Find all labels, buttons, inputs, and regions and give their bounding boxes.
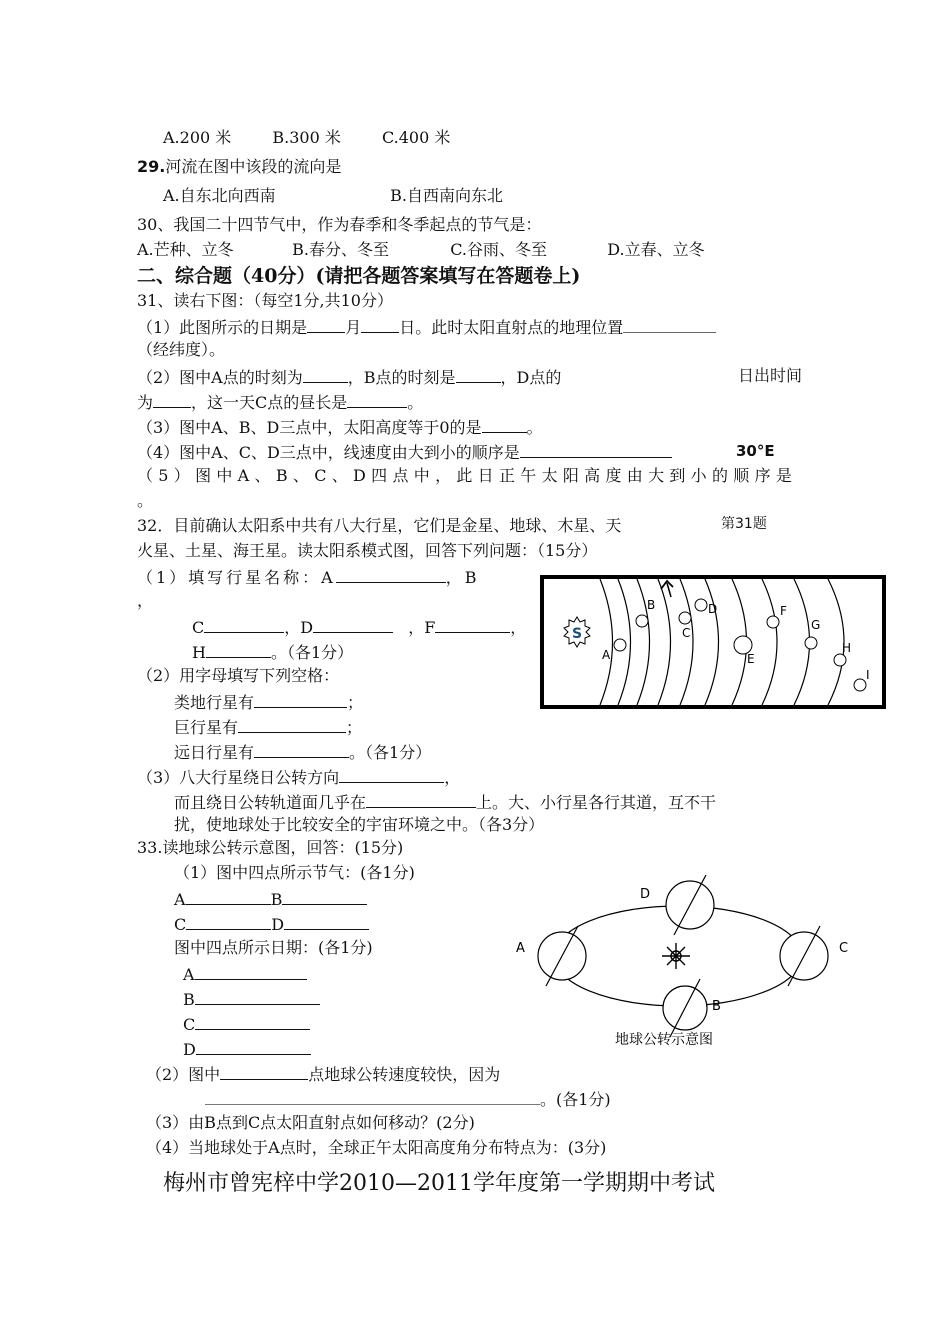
sun-icon-orbit [662, 943, 690, 969]
q33-dates-intro: 图中四点所示日期：(各1分) [174, 938, 373, 957]
orbit-label-b: B [712, 999, 721, 1014]
q29-option-b: B.自西南向东北 [390, 186, 503, 205]
q31-p4-text: （4）图中A、C、D三点中，线速度由大到小的顺序是 [137, 443, 520, 462]
q32-terrestrial-blank[interactable] [254, 691, 347, 708]
q31-b-time-blank[interactable] [456, 366, 501, 383]
q33-date-d [183, 1038, 311, 1060]
q31-speed-blank[interactable] [520, 441, 672, 458]
q31-p2-text: （2）图中A点的时刻为 [137, 368, 303, 387]
q33-part1: （1）图中四点所示节气：(各1分) [174, 863, 415, 882]
q32-intro-line2: 火星、土星、海王星。读太阳系模式图，回答下列问题：（15分） [137, 541, 598, 560]
q32-intro-line1: 32．目前确认太阳系中共有八大行星，它们是金星、地球、木星、天 [137, 516, 622, 535]
q31-part5: （5）图中A、B、C、D四点中，此日正午太阳高度由大到小的顺序是 [137, 466, 798, 485]
q33-reason-blank[interactable] [205, 1088, 540, 1105]
q31-longitude-label: 30°E [736, 442, 775, 460]
q33-part2 [146, 1063, 500, 1085]
q32-part1-cdf [192, 616, 526, 638]
q31-position-blank[interactable] [623, 316, 716, 333]
q28-option-c: C.400 米 [381, 128, 451, 147]
q32-far-label: 远日行星有 [174, 743, 255, 762]
q28-option-a: A.200 米 [163, 128, 232, 147]
sun-icon [564, 617, 590, 647]
planet-label-g: G [811, 618, 821, 632]
q32-giant-label: 巨行星有 [174, 718, 239, 737]
q33-date-b [183, 988, 320, 1010]
planet-g [805, 637, 817, 649]
planet-h [834, 654, 846, 666]
q33-part3: （3）由B点到C点太阳直射点如何移动？(2分) [146, 1113, 475, 1132]
q32-part1-comma: ， [137, 591, 154, 610]
q31-p3-end: 。 [526, 418, 543, 437]
section-2-heading: 二、综合题（40分）(请把各题答案填写在答题卷上) [137, 265, 581, 287]
planet-markers [614, 599, 866, 691]
q31-part4 [137, 441, 672, 463]
planet-label-f: F [780, 604, 787, 618]
planet-f [767, 616, 779, 628]
q33-part4: （4）当地球处于A点时，全球正午太阳高度角分布特点为：(3分) [146, 1138, 607, 1157]
q32-plane-blank[interactable] [366, 791, 476, 808]
orbit-caption: 地球公转示意图 [615, 1032, 713, 1048]
q32-p1-end: 。（各1分） [270, 643, 354, 662]
q32-c-blank[interactable] [204, 616, 284, 633]
q32-far [174, 741, 431, 763]
planet-c [679, 612, 691, 624]
q32-p1-text: （1）填写行星名称：A [137, 568, 336, 587]
q31-intro: 31、读右下图：（每空1分,共10分） [137, 291, 393, 310]
planet-i [854, 679, 866, 691]
q31-part5-end: 。 [137, 491, 154, 510]
q30-option-d: D.立春、立冬 [607, 240, 705, 259]
q33-date-b-label: B [183, 990, 195, 1009]
q33-date-a-blank[interactable] [195, 963, 307, 980]
q30-option-c: C.谷雨、冬至 [450, 240, 547, 259]
q30-options [137, 240, 705, 260]
q32-terrestrial [174, 691, 363, 713]
solar-system-diagram [540, 575, 886, 709]
q29-text: 河流在图中该段的流向是 [165, 157, 342, 176]
q33-term-c-blank[interactable] [186, 913, 271, 930]
q32-f-blank[interactable] [435, 616, 510, 633]
planet-label-h: H [842, 641, 852, 655]
q33-terms-ab [174, 888, 367, 910]
q31-p2-end: 。 [407, 393, 424, 412]
q32-direction-blank[interactable] [339, 766, 444, 783]
q33-date-a [183, 963, 307, 985]
q32-d-label: ，D [284, 618, 314, 637]
q33-term-b-blank[interactable] [282, 888, 367, 905]
q32-part3-end: 扰，使地球处于比较安全的宇宙环境之中。（各3分） [174, 815, 545, 834]
q31-daylength-blank[interactable] [347, 391, 407, 408]
q33-date-d-blank[interactable] [196, 1038, 311, 1055]
planet-label-i: I [866, 668, 870, 682]
sun-label: S [571, 626, 583, 642]
planet-label-d: D [708, 602, 718, 616]
q32-terrestrial-semi: ； [347, 693, 364, 712]
q32-h-blank[interactable] [206, 641, 271, 658]
q31-p2-b: ，B点的时刻是 [347, 368, 456, 387]
q31-p3-de: 的是 [449, 418, 482, 437]
q33-p2-text: （2）图中 [146, 1065, 221, 1084]
q29-option-a: A.自东北向西南 [163, 186, 276, 205]
q31-p1-text: （1）此图所示的日期是 [137, 318, 308, 337]
q32-p3-comma: ， [444, 768, 461, 787]
q32-p3-text: （3）八大行星绕日公转方向 [137, 768, 340, 787]
q32-giant-blank[interactable] [238, 716, 346, 733]
q31-day-blank[interactable] [361, 316, 399, 333]
q33-term-d-blank[interactable] [284, 913, 369, 930]
planet-b [636, 615, 648, 627]
q32-giant-semi: ； [346, 718, 363, 737]
planet-label-c: C [682, 626, 691, 640]
q31-p1-month: 月 [345, 318, 362, 337]
q29-number: 29. [137, 157, 166, 176]
q33-intro: 33.读地球公转示意图，回答：(15分) [137, 838, 404, 857]
q30-option-a: A.芒种、立冬 [137, 240, 234, 259]
q31-month-blank[interactable] [307, 316, 345, 333]
q31-p3-text [137, 418, 450, 437]
q32-terrestrial-label: 类地行星有 [174, 693, 255, 712]
q31-p2-daylength: ，这一天C点的昼长是 [191, 393, 348, 412]
planet-label-e: E [747, 652, 755, 666]
q31-p1-position: 日。此时太阳直射点的地理位置 [399, 318, 624, 337]
orbit-label-c: C [839, 941, 849, 956]
q32-giant [174, 716, 362, 738]
q33-faster-point-blank[interactable] [220, 1063, 308, 1080]
q31-p3-prefix: （3）图中A、B、D三点中，太阳高度等于0 [137, 418, 450, 437]
q33-term-a-label: A [174, 890, 186, 909]
q33-term-c-label: C [174, 915, 187, 934]
planet-label-a: A [602, 648, 611, 662]
q32-part3-plane [174, 791, 716, 813]
q32-part3 [137, 766, 460, 788]
q33-date-c-blank[interactable] [195, 1013, 310, 1030]
q32-h-label: H [192, 643, 206, 662]
exam-title: 梅州市曾宪梓中学2010—2011学年度第一学期期中考试 [163, 1171, 715, 1196]
q31-part1 [137, 316, 716, 338]
q33-term-d-label: D [271, 915, 285, 934]
q29-options [163, 186, 503, 206]
q32-p1-b: ，B [445, 568, 480, 587]
q33-date-c [183, 1013, 310, 1035]
diagram-frame [542, 577, 884, 707]
planet-label-b: B [647, 598, 656, 612]
q31-a-time-blank[interactable] [303, 366, 348, 383]
q31-altitude-blank[interactable] [482, 416, 527, 433]
q33-date-b-blank[interactable] [195, 988, 320, 1005]
q32-part1-h [192, 641, 353, 663]
q32-part1 [137, 566, 480, 588]
q30-option-b: B.春分、冬至 [292, 240, 389, 259]
q32-f-label: ，F [408, 618, 436, 637]
q30-question: 30、我国二十四节气中，作为春季和冬季起点的节气是： [137, 215, 542, 234]
q31-p2-wei: 为 [137, 393, 154, 412]
q33-p2-end: 。(各1分) [540, 1090, 611, 1109]
q32-p2-end: 。（各1分） [349, 743, 432, 762]
q31-part3 [137, 416, 543, 438]
q32-plane-text: 而且绕日公转轨道面几乎在 [174, 793, 367, 812]
q33-date-d-label: D [183, 1040, 196, 1059]
q33-terms-cd [174, 913, 369, 935]
q31-figure-label: 第31题 [721, 516, 767, 532]
q31-p2-d: ，D点的 [500, 368, 562, 387]
q32-part2: （2）用字母填写下列空格： [137, 666, 340, 685]
q32-f-comma: ， [510, 618, 527, 637]
orbit-label-a: A [516, 941, 525, 956]
q29-question [137, 157, 341, 177]
q32-a-blank[interactable] [336, 566, 446, 583]
q31-part2 [137, 366, 561, 388]
orbit-label-d: D [640, 887, 651, 902]
q32-d-blank[interactable] [313, 616, 393, 633]
q33-term-b-label: B [270, 890, 283, 909]
q28-option-b: B.300 米 [272, 128, 341, 147]
q33-term-a-blank[interactable] [186, 888, 271, 905]
q32-far-blank[interactable] [254, 741, 349, 758]
earth-orbit-diagram [510, 875, 860, 1055]
q31-part1-cont: （经纬度）。 [137, 340, 226, 359]
q33-part2-reason [205, 1088, 611, 1110]
planet-d [695, 599, 707, 611]
q32-plane-rest: 上。大、小行星各行其道，互不干 [476, 793, 717, 812]
planet-a [614, 639, 626, 651]
q28-options [163, 128, 486, 148]
q33-date-a-label: A [183, 965, 195, 984]
q31-part2-cont [137, 391, 423, 413]
q31-sunrise-label: 日出时间 [738, 366, 803, 385]
q31-sunrise-blank[interactable] [153, 391, 191, 408]
q32-c-label: C [192, 618, 205, 637]
q33-date-c-label: C [183, 1015, 196, 1034]
q33-p2-because: 点地球公转速度较快，因为 [308, 1065, 501, 1084]
